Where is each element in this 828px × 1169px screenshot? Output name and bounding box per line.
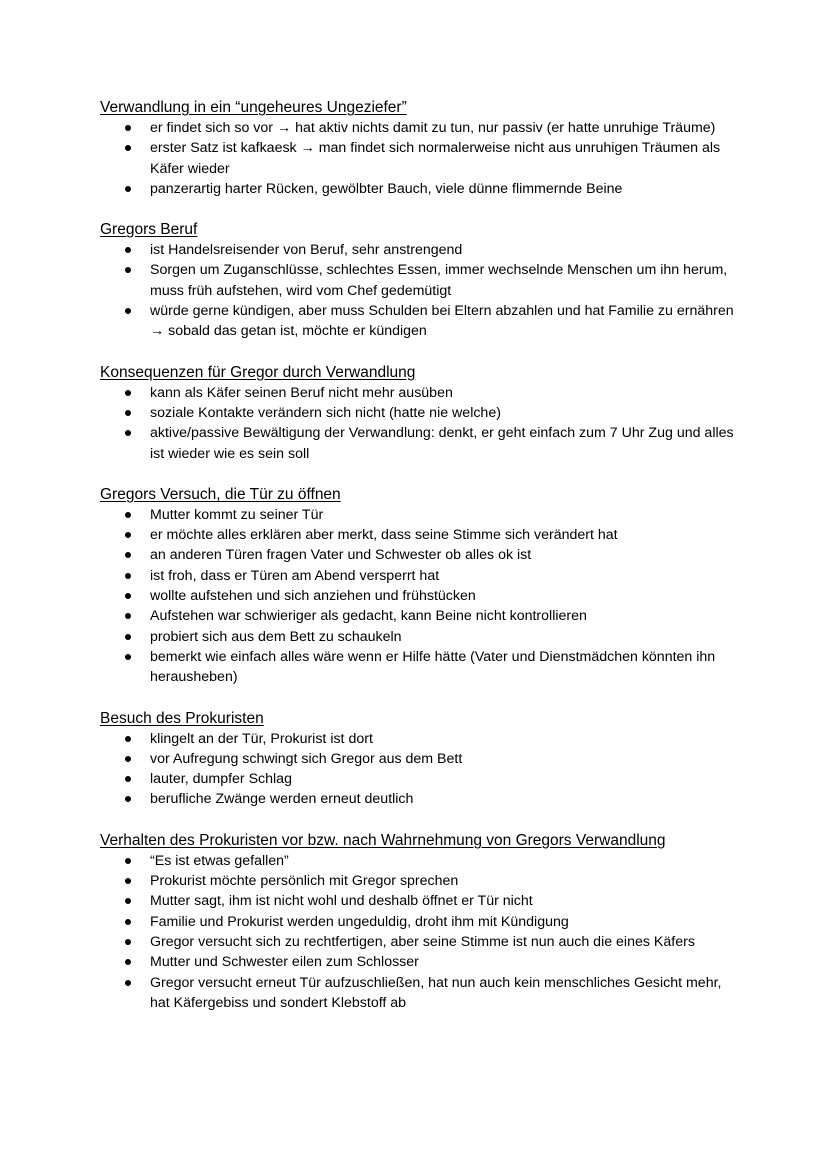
section-konsequenzen [100, 363, 740, 464]
section-beruf [100, 220, 740, 341]
bullet-icon [125, 593, 131, 599]
list-item [100, 545, 740, 565]
list-item-text: aktive/passive Bewältigung der Verwandlung: denkt, er geht einfach zum 7 Uhr Zug und alles ist wieder wie es sein soll [150, 425, 734, 462]
list-item-text: “Es ist etwas gefallen” [150, 852, 289, 869]
bullet-icon [125, 980, 131, 986]
list-item [100, 749, 740, 769]
list-item-text: wollte aufstehen und sich anziehen und frühstücken [150, 588, 476, 605]
list-item-text: erster Satz ist kafkaesk → man findet sich normalerweise nicht aus unruhigen Träumen als Käfer wieder [150, 140, 721, 177]
list-item-text: soziale Kontakte verändern sich nicht (hatte nie welche) [150, 404, 501, 421]
section-heading: Besuch des Prokuristen [100, 709, 264, 727]
list-item [100, 606, 740, 626]
section-tuer [100, 485, 740, 688]
list-item [100, 525, 740, 545]
bullet-icon [125, 145, 131, 151]
list-item-text: ist Handelsreisender von Beruf, sehr anstrengend [150, 242, 463, 259]
bullet-icon [125, 410, 131, 416]
document-page [100, 98, 740, 1034]
list-item-text: Mutter sagt, ihm ist nicht wohl und deshalb öffnet er Tür nicht [150, 893, 533, 910]
list-item [100, 260, 740, 301]
list-item-text: Aufstehen war schwieriger als gedacht, kann Beine nicht kontrollieren [150, 608, 587, 625]
list-item-text: lauter, dumpfer Schlag [150, 771, 292, 788]
list-item-text: Mutter und Schwester eilen zum Schlosser [150, 954, 419, 971]
list-item [100, 891, 740, 911]
list-item-text: bemerkt wie einfach alles wäre wenn er Hilfe hätte (Vater und Dienstmädchen könnten ihn herausheben) [150, 648, 716, 686]
list-item [100, 566, 740, 586]
bullet-icon [125, 267, 131, 273]
list-item-text: klingelt an der Tür, Prokurist ist dort [150, 730, 373, 747]
section-prokurist-besuch [100, 709, 740, 810]
bullet-icon [125, 919, 131, 925]
list-item [100, 932, 740, 952]
section-heading: Konsequenzen für Gregor durch Verwandlung [100, 363, 416, 381]
section-heading: Gregors Beruf [100, 221, 198, 239]
bullet-icon [125, 390, 131, 396]
bullet-list [100, 383, 740, 464]
bullet-icon [125, 125, 131, 131]
list-item [100, 586, 740, 606]
bullet-icon [125, 776, 131, 782]
bullet-icon [125, 634, 131, 640]
list-item-text: panzerartig harter Rücken, gewölbter Bauch, viele dünne flimmernde Beine [150, 180, 623, 197]
bullet-icon [125, 613, 131, 619]
list-item-text: an anderen Türen fragen Vater und Schwester ob alles ok ist [150, 547, 532, 564]
list-item-text: er möchte alles erklären aber merkt, dass seine Stimme sich verändert hat [150, 527, 618, 544]
list-item-text: Gregor versucht sich zu rechtfertigen, aber seine Stimme ist nun auch die eines Käfers [150, 933, 695, 950]
list-item [100, 240, 740, 260]
list-item-text: Mutter kommt zu seiner Tür [150, 506, 324, 523]
list-item [100, 952, 740, 972]
bullet-icon [125, 796, 131, 802]
bullet-icon [125, 756, 131, 762]
list-item [100, 627, 740, 647]
list-item [100, 973, 740, 1014]
bullet-icon [125, 858, 131, 864]
list-item [100, 179, 740, 199]
bullet-icon [125, 512, 131, 518]
list-item [100, 729, 740, 749]
section-heading: Gregors Versuch, die Tür zu öffnen [100, 485, 341, 503]
list-item-text: würde gerne kündigen, aber muss Schulden bei Eltern abzahlen und hat Familie zu ernähren → sobald das getan ist, möchte er kündigen [150, 303, 734, 340]
bullet-list [100, 118, 740, 199]
list-item-text: ist froh, dass er Türen am Abend versperrt hat [150, 567, 440, 584]
bullet-icon [125, 898, 131, 904]
list-item-text: berufliche Zwänge werden erneut deutlich [150, 791, 414, 808]
list-item [100, 383, 740, 403]
bullet-icon [125, 878, 131, 884]
list-item-text: vor Aufregung schwingt sich Gregor aus dem Bett [150, 750, 463, 767]
bullet-icon [125, 186, 131, 192]
bullet-icon [125, 308, 131, 314]
list-item [100, 505, 740, 525]
list-item [100, 851, 740, 871]
section-heading: Verhalten des Prokuristen vor bzw. nach Wahrnehmung von Gregors Verwandlung [100, 831, 666, 849]
bullet-icon [125, 532, 131, 538]
list-item [100, 769, 740, 789]
list-item [100, 138, 740, 179]
bullet-list [100, 240, 740, 341]
list-item-text: probiert sich aus dem Bett zu schaukeln [150, 628, 402, 645]
list-item-text: kann als Käfer seinen Beruf nicht mehr ausüben [150, 384, 453, 401]
list-item [100, 403, 740, 423]
list-item-text: Sorgen um Zuganschlüsse, schlechtes Essen, immer wechselnde Menschen um ihn herum, muss früh aufstehen, wird vom Chef gedemütigt [150, 262, 728, 299]
list-item-text: Prokurist möchte persönlich mit Gregor sprechen [150, 873, 459, 890]
list-item-text: Familie und Prokurist werden ungeduldig, droht ihm mit Kündigung [150, 913, 569, 930]
list-item [100, 789, 740, 809]
bullet-icon [125, 654, 131, 660]
section-verwandlung [100, 98, 740, 199]
bullet-list [100, 505, 740, 688]
bullet-icon [125, 552, 131, 558]
list-item [100, 871, 740, 891]
list-item [100, 423, 740, 464]
bullet-list [100, 851, 740, 1013]
bullet-icon [125, 430, 131, 436]
list-item [100, 301, 740, 342]
list-item [100, 912, 740, 932]
section-heading: Verwandlung in ein “ungeheures Ungeziefer” [100, 99, 407, 116]
list-item-text: er findet sich so vor → hat aktiv nichts damit zu tun, nur passiv (er hatte unruhige Träume) [150, 120, 716, 136]
list-item [100, 118, 740, 138]
bullet-icon [125, 247, 131, 253]
bullet-icon [125, 959, 131, 965]
list-item [100, 647, 740, 688]
list-item-text: Gregor versucht erneut Tür aufzuschließen, hat nun auch kein menschliches Gesicht mehr, hat Käfergebiss und sondert Klebstoff ab [150, 974, 722, 1011]
bullet-icon [125, 939, 131, 945]
section-prokurist-verhalten [100, 831, 740, 1013]
bullet-icon [125, 736, 131, 742]
bullet-icon [125, 573, 131, 579]
bullet-list [100, 729, 740, 810]
